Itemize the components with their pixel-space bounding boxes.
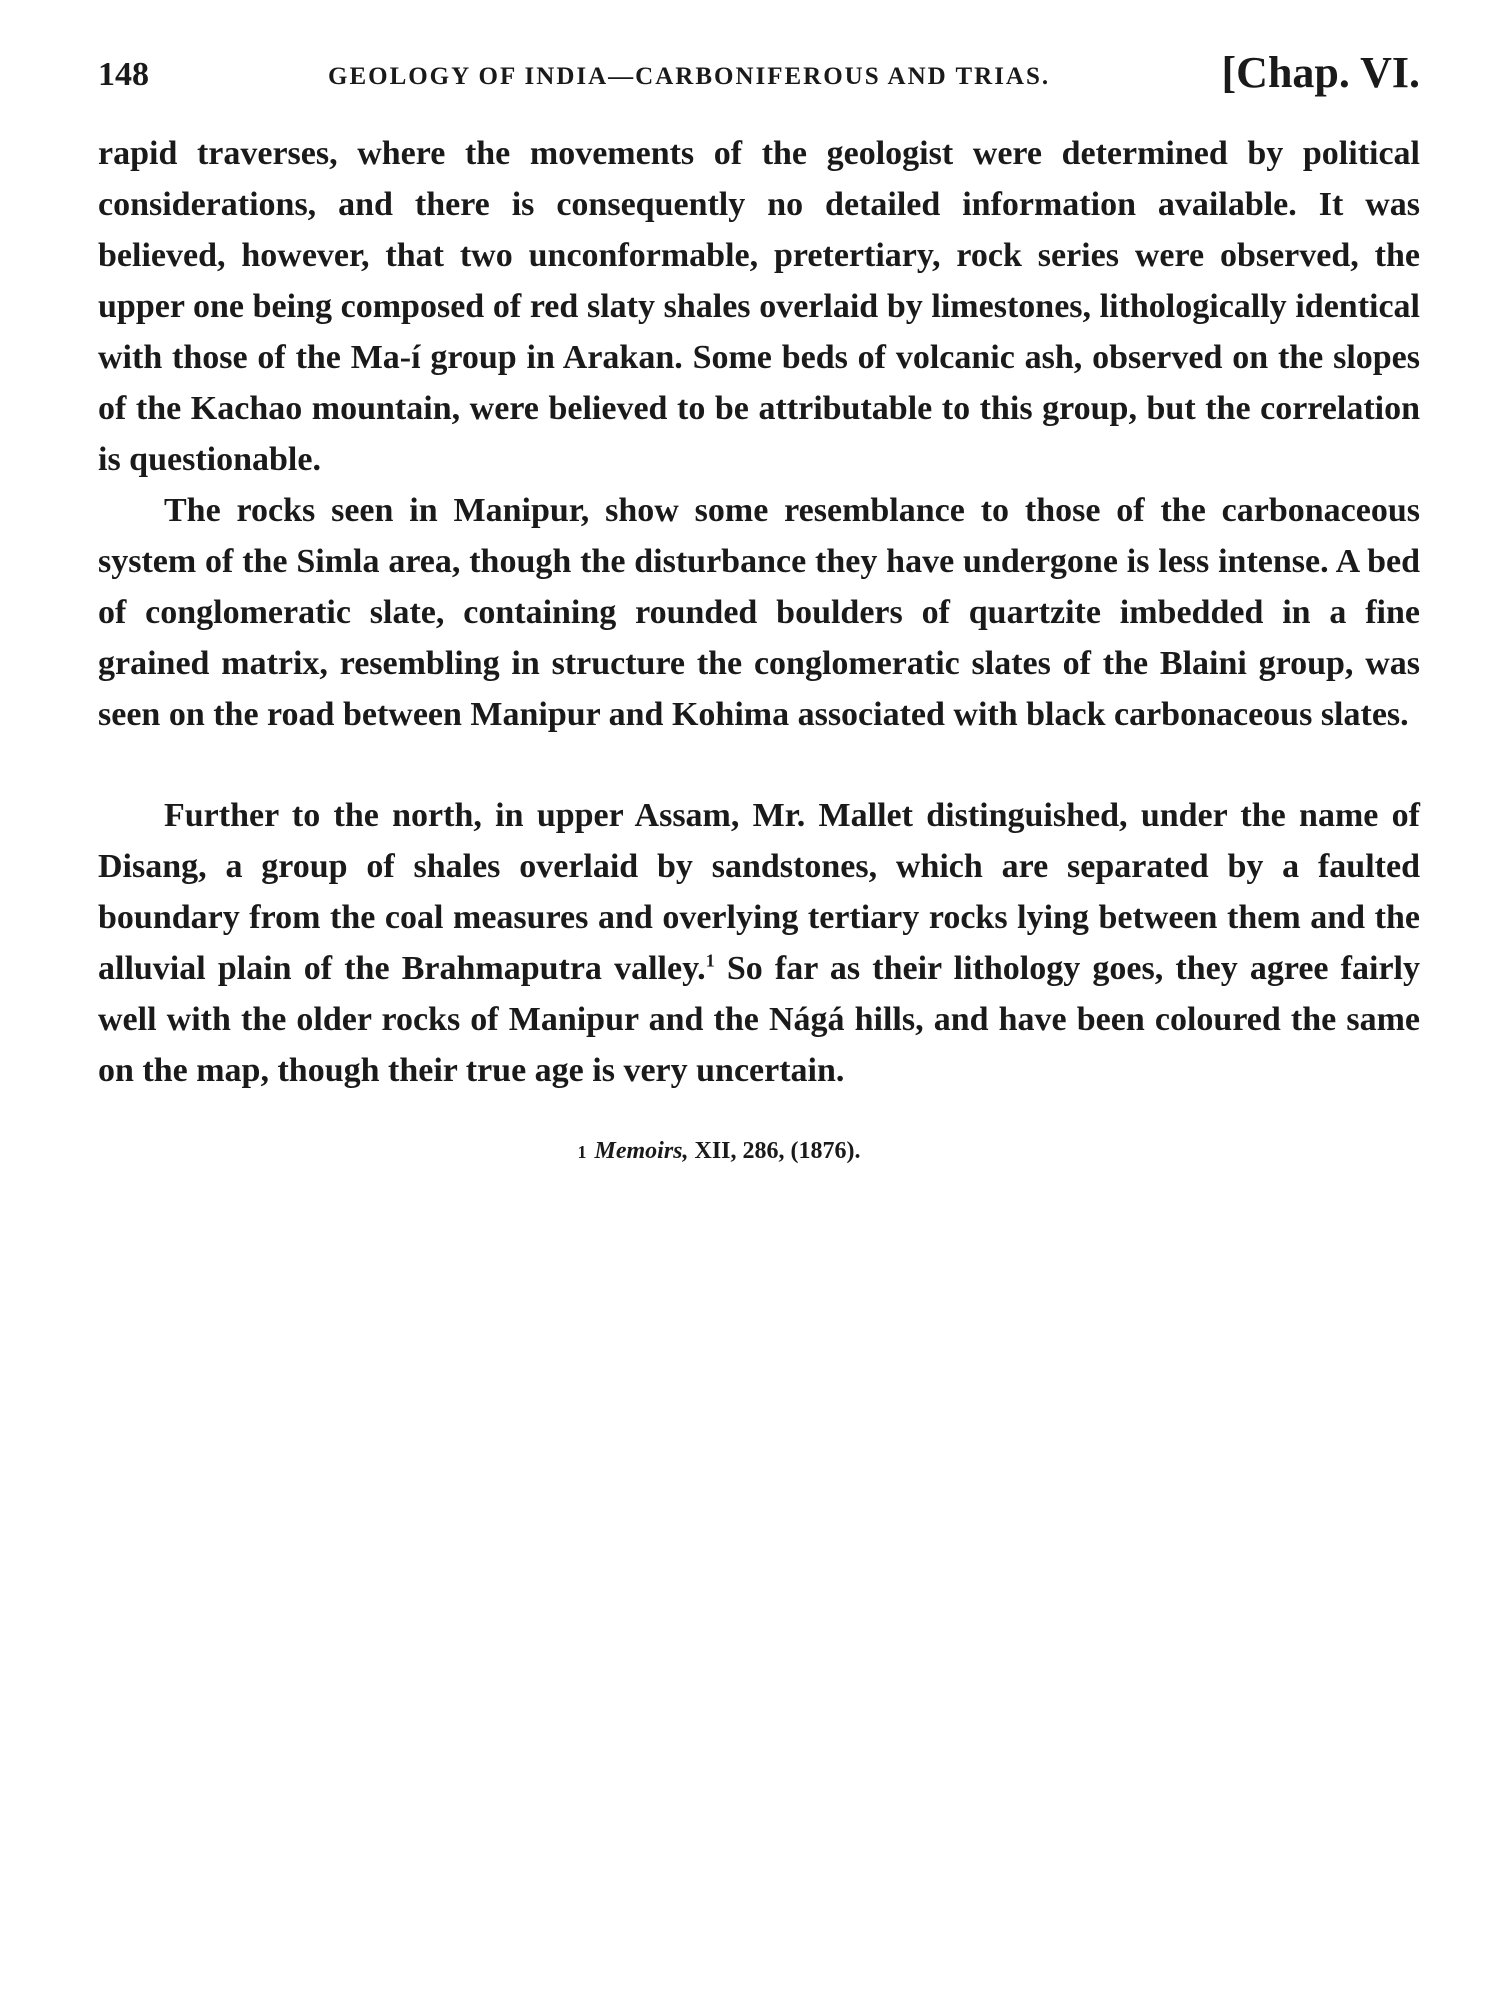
paragraph-3-text-before: Further to the north, in upper Assam, Mr. Mallet distinguished, under the name of Disang, a group of shales overlaid by sandstones, which are separated by a faulted boundary from the coal measures and overlying tertiary rocks lying between them and the alluvial plain of the Brahmaputra valley. <box>98 797 1420 987</box>
running-title: GEOLOGY OF INDIA—CARBONIFEROUS AND TRIAS. <box>328 63 1051 90</box>
footnote-reference[interactable]: 1 <box>705 950 715 971</box>
paragraph-3-text-after: So far as their lithology goes, they agree fairly well with the older rocks of Manipur and the Nágá hills, and have been coloured the same on the map, though their true age is very uncertain. <box>98 950 1420 1089</box>
page-number: 148 <box>98 56 149 93</box>
running-head <box>98 40 1420 110</box>
page <box>98 40 1420 1165</box>
footnote-mark: 1 <box>577 1142 587 1162</box>
paragraph-1: rapid traverses, where the movements of the geologist were determined by political considerations, and there is consequently no detailed information available. It was believed, however, that two unconformable, pretertiary, rock series were observed, the upper one being composed of red slaty shales overlaid by limestones, lithologically identical with those of the Ma-í group in Arakan. Some beds of volcanic ash, observed on the slopes of the Kachao mountain, were believed to be attributable to this group, but the correlation is questionable. <box>98 135 1420 478</box>
footnote <box>98 1138 1420 1165</box>
chapter-reference: [Chap. VI. <box>1221 48 1420 97</box>
section-gap <box>98 740 1420 790</box>
paragraph-3 <box>98 790 1420 1096</box>
footnote-citation: XII, 286, (1876). <box>694 1138 861 1164</box>
body-text <box>98 128 1420 1096</box>
footnote-title: Memoirs, <box>594 1138 689 1164</box>
paragraph-2: The rocks seen in Manipur, show some resemblance to those of the carbonaceous system of the Simla area, though the disturbance they have undergone is less intense. A bed of conglomeratic slate, containing rounded boulders of quartzite imbedded in a fine grained matrix, resembling in structure the conglomeratic slates of the Blaini group, was seen on the road between Manipur and Kohima associated with black carbonaceous slates. <box>98 492 1420 733</box>
